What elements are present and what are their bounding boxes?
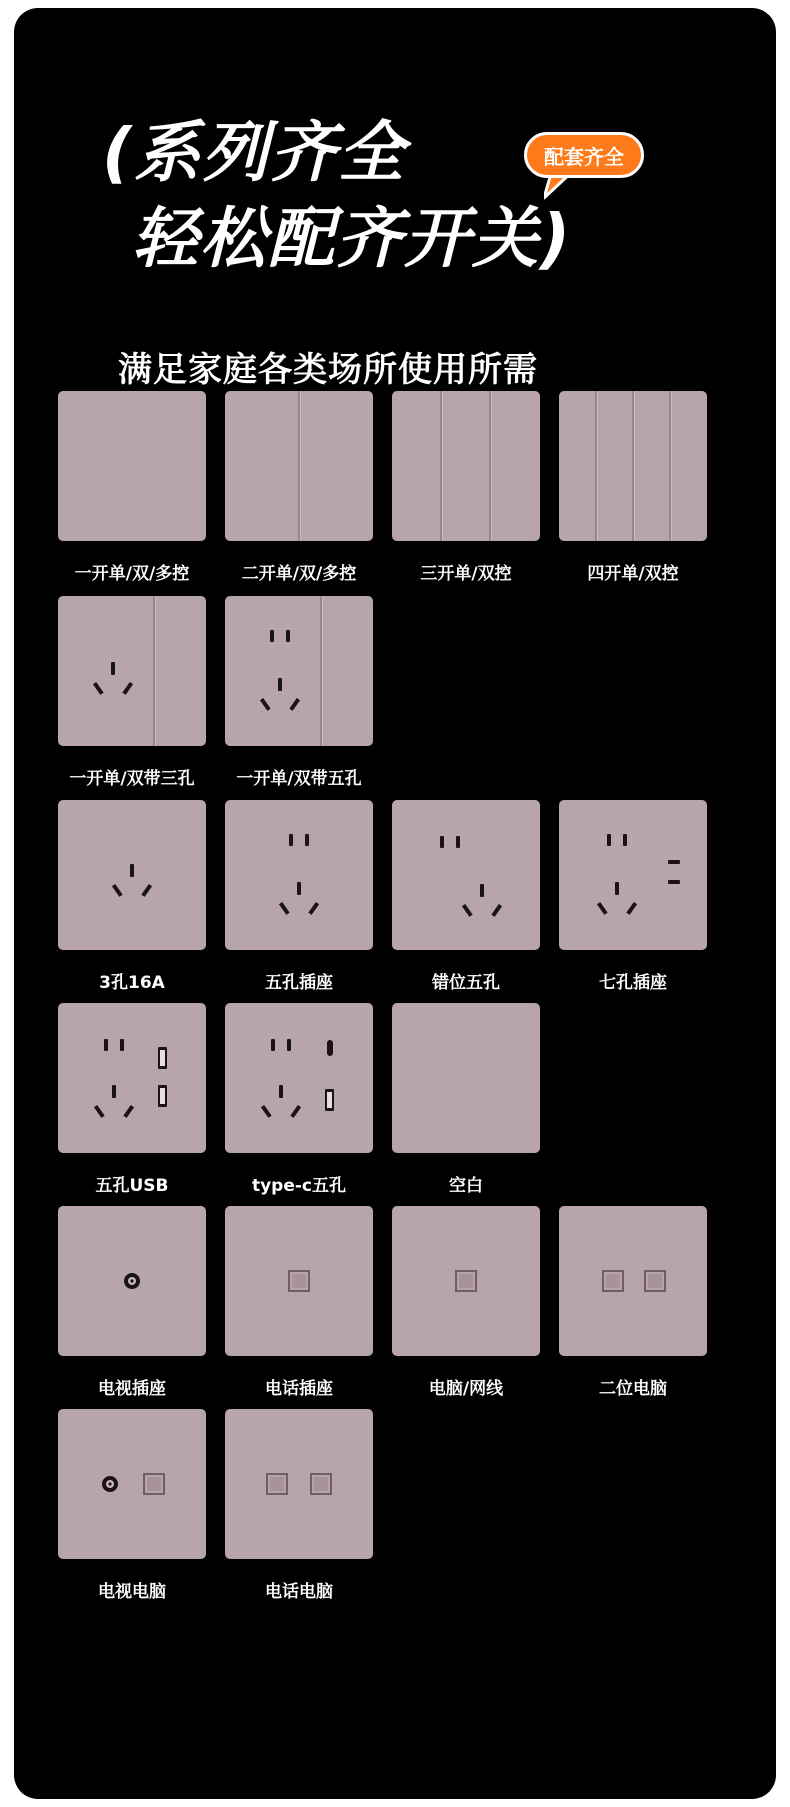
panel-socket-5hole — [225, 800, 373, 950]
panel-tv — [58, 1206, 206, 1356]
product-label: 3孔16A — [99, 973, 165, 993]
product-label: 一开单/双带五孔 — [236, 769, 362, 789]
panel-network — [392, 1206, 540, 1356]
panel-switch-3hole — [58, 596, 206, 746]
panel-switch-4 — [559, 391, 707, 541]
panel-socket-5hole-offset — [392, 800, 540, 950]
panel-phone — [225, 1206, 373, 1356]
title-line-1: (系列齐全 — [102, 114, 407, 191]
panel-switch-5hole — [225, 596, 373, 746]
product-label: type-c五孔 — [251, 1176, 347, 1196]
panel-tv-network — [58, 1409, 206, 1559]
panel-switch-1 — [58, 391, 206, 541]
panel-blank — [392, 1003, 540, 1153]
product-label: 电脑/网线 — [428, 1379, 504, 1399]
panel-network-2 — [559, 1206, 707, 1356]
product-label: 空白 — [449, 1176, 483, 1196]
product-label: 四开单/双控 — [587, 564, 679, 584]
product-label: 七孔插座 — [599, 973, 667, 993]
product-label: 电视电脑 — [98, 1582, 166, 1602]
panel-switch-2 — [225, 391, 373, 541]
product-label: 电话电脑 — [265, 1582, 333, 1602]
panel-socket-usb — [58, 1003, 206, 1153]
product-label: 二开单/双/多控 — [241, 564, 357, 584]
product-card — [14, 8, 776, 1799]
product-label: 五孔插座 — [265, 973, 333, 993]
product-label: 电话插座 — [265, 1379, 333, 1399]
badge: 配套齐全 — [524, 132, 644, 178]
subtitle: 满足家庭各类场所使用所需 — [118, 350, 538, 390]
panel-socket-7hole — [559, 800, 707, 950]
panel-socket-typec — [225, 1003, 373, 1153]
title-line-2: 轻松配齐开关) — [132, 200, 573, 277]
product-label: 三开单/双控 — [420, 564, 512, 584]
product-label: 二位电脑 — [599, 1379, 667, 1399]
panel-switch-3 — [392, 391, 540, 541]
product-label: 五孔USB — [95, 1176, 169, 1196]
product-label: 错位五孔 — [432, 973, 500, 993]
product-label: 电视插座 — [98, 1379, 166, 1399]
product-label: 一开单/双/多控 — [74, 564, 190, 584]
panel-socket-3hole — [58, 800, 206, 950]
panel-phone-network — [225, 1409, 373, 1559]
product-label: 一开单/双带三孔 — [69, 769, 195, 789]
